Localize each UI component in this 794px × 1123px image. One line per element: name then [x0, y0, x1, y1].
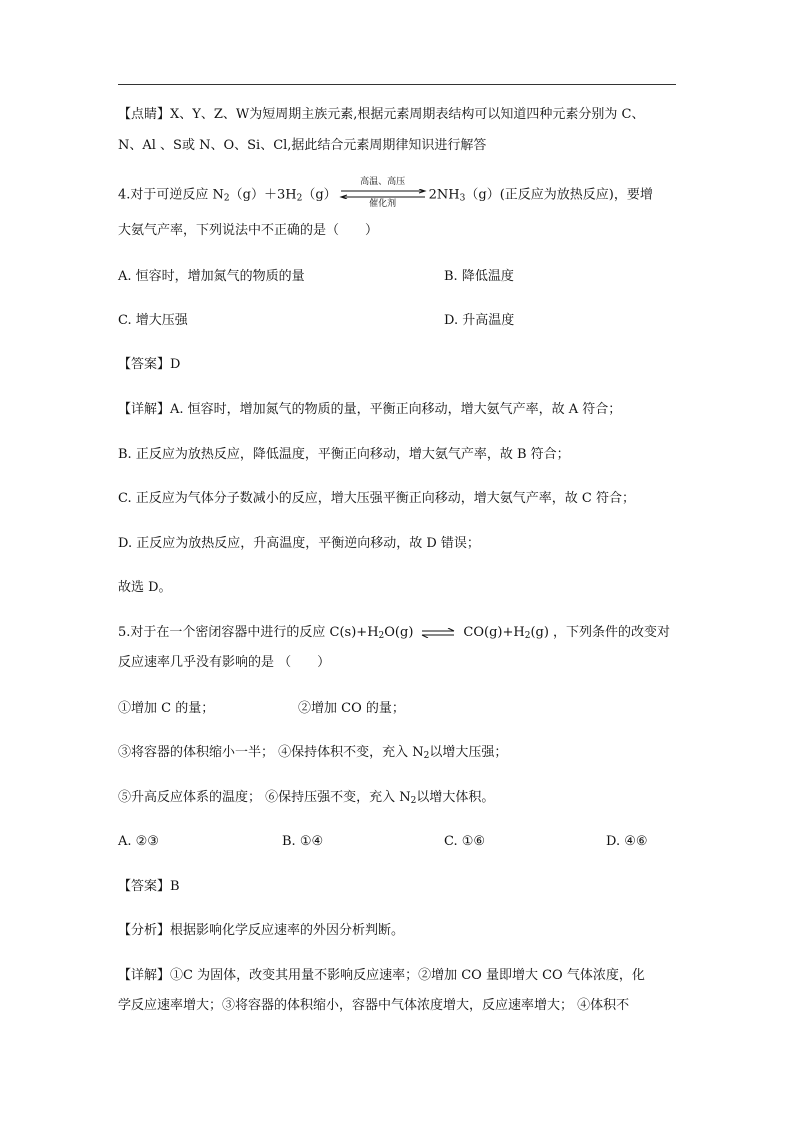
q4-option-d: D. 升高温度 — [444, 313, 515, 328]
header-rule — [118, 84, 676, 85]
q4-conclusion: 故选 D。 — [118, 580, 172, 595]
hint-line-1: 【点睛】X、Y、Z、W为短周期主族元素,根据元素周期表结构可以知道四种元素分别为 C、 — [118, 107, 645, 122]
q5-cond-5-6: ⑤升高反应体系的温度； ⑥保持压强不变，充入 $N_2$以增大体积。 — [118, 790, 495, 806]
q4-detail-c: C. 正反应为气体分子数减小的反应，增大压强平衡正向移动，增大氨气产率，故 C 符合； — [118, 491, 635, 506]
q4-stem-line-2: 大氨气产率，下列说法中不正确的是（ ） — [118, 223, 379, 238]
q5-analysis: 【分析】根据影响化学反应速率的外因分析判断。 — [118, 923, 405, 938]
q5-detail-line-1: 【详解】①C 为固体，改变其用量不影响反应速率；②增加 CO 量即增大 CO 气体浓度，化 — [118, 968, 645, 983]
q5-cond-1: ①增加 C 的量； — [118, 701, 215, 716]
q4-detail-d: D. 正反应为放热反应，升高温度，平衡逆向移动，故 D 错误； — [118, 536, 480, 551]
q5-detail-line-2: 学反应速率增大；③将容器的体积缩小，容器中气体浓度增大，反应速率增大； ④体积不 — [118, 998, 630, 1013]
q4-stem-line-1: 4.对于可逆反应 $N_2(g)+3H_2(g)$ 高温、高压 催化剂 $2NH_3(g)$(正反应为放热反应)，要增 — [118, 177, 653, 209]
q5-cond-3-4: ③将容器的体积缩小一半； ④保持体积不变，充入 $N_2$以增大压强； — [118, 745, 508, 761]
q4-option-a: A. 恒容时，增加氮气的物质的量 — [118, 269, 305, 284]
q5-option-c: C. ①⑥ — [444, 834, 486, 849]
q5-option-b: B. ①④ — [282, 834, 324, 849]
hint-line-2: N、Al 、S或 N、O、Si、Cl,据此结合元素周期律知识进行解答 — [118, 138, 487, 153]
equilibrium-arrow-icon — [421, 628, 455, 638]
q5-option-a: A. ②③ — [118, 834, 159, 849]
q4-option-b: B. 降低温度 — [444, 269, 514, 284]
q4-detail-b: B. 正反应为放热反应，降低温度，平衡正向移动，增大氨气产率，故 B 符合； — [118, 447, 570, 462]
q5-cond-2: ②增加 CO 的量； — [298, 701, 405, 716]
reversible-arrow-icon: 高温、高压 催化剂 — [339, 186, 427, 204]
q5-option-d: D. ④⑥ — [606, 834, 648, 849]
q5-stem-line-2: 反应速率几乎没有影响的是 （ ） — [118, 655, 331, 670]
q4-option-c: C. 增大压强 — [118, 313, 188, 328]
q4-detail-a: 【详解】A. 恒容时，增加氮气的物质的量，平衡正向移动，增大氨气产率，故 A 符合； — [118, 402, 622, 417]
q5-answer: 【答案】B — [118, 879, 180, 894]
q4-answer: 【答案】D — [118, 357, 181, 372]
q5-stem-line-1: 5.对于在一个密闭容器中进行的反应 $C(s)+H_2O(g)$ $CO(g)+H_2(g)$ ，下列条件的改变对 — [118, 625, 671, 641]
